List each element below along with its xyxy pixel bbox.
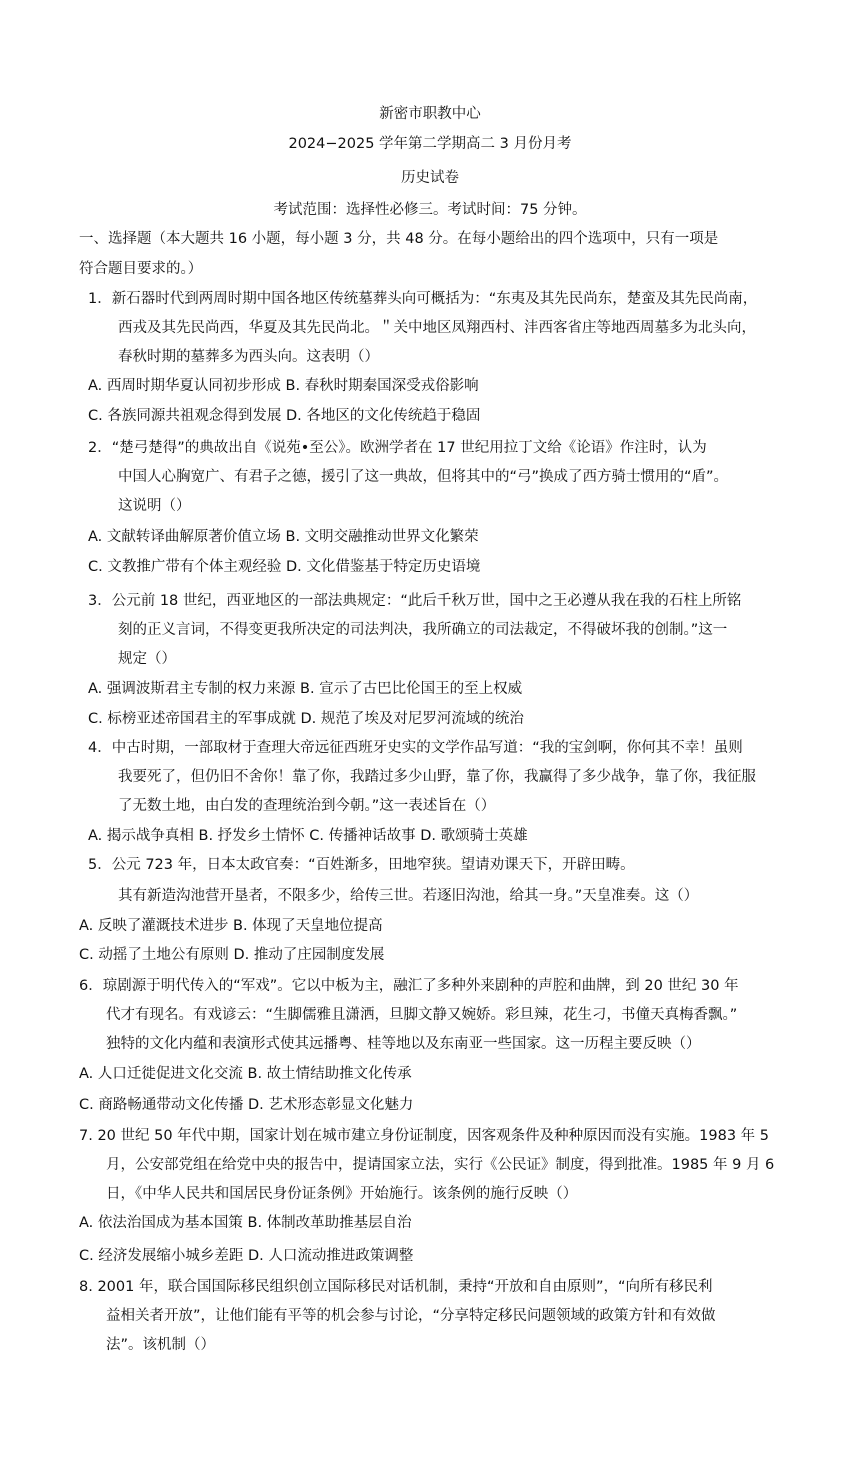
- question-5-options-cd: C. 动摇了土地公有原则 D. 推动了庄园制度发展: [79, 947, 385, 963]
- question-7-line-1: 7. 20 世纪 50 年代中期，国家计划在城市建立身份证制度，因客观条件及种种原因而没有实施。1983 年 5: [79, 1128, 770, 1144]
- question-6-options-cd: C. 商路畅通带动文化传播 D. 艺术形态彰显文化魅力: [79, 1097, 414, 1113]
- question-7-line-2: 月，公安部党组在给党中央的报告中，提请国家立法，实行《公民证》制度，得到批准。1985 年 9 月 6: [106, 1157, 775, 1173]
- question-5-line-1: 5．公元 723 年，日本太政官奏：“百姓渐多，田地窄狭。望请劝课天下，开辟田畴。: [88, 857, 635, 873]
- exam-scope: 考试范围：选择性必修三。考试时间：75 分钟。: [273, 202, 587, 218]
- question-3-line-1: 3．公元前 18 世纪，西亚地区的一部法典规定：“此后千秋万世，国中之王必遵从我在我的石柱上所铭: [88, 593, 742, 609]
- question-3-options-ab: A. 强调波斯君主专制的权力来源 B. 宣示了古巴比伦国王的至上权威: [88, 681, 523, 697]
- question-4-line-1: 4．中古时期，一部取材于查理大帝远征西班牙史实的文学作品写道：“我的宝剑啊，你何其不幸！虽则: [88, 740, 743, 756]
- question-1-options-ab: A. 西周时期华夏认同初步形成 B. 春秋时期秦国深受戎俗影响: [88, 378, 479, 394]
- question-4-line-2: 我要死了，但仍旧不舍你！靠了你，我踏过多少山野，靠了你，我赢得了多少战争，靠了你，我征服: [118, 769, 756, 785]
- question-7-options-ab: A. 依法治国成为基本国策 B. 体制改革助推基层自治: [79, 1215, 412, 1231]
- question-6-line-3: 独特的文化内蕴和表演形式使其远播粤、桂等地以及东南亚一些国家。这一历程主要反映（）: [106, 1036, 701, 1052]
- question-8-line-1: 8. 2001 年，联合国国际移民组织创立国际移民对话机制，秉持“开放和自由原则”，“向所有移民利: [79, 1279, 713, 1295]
- question-8-line-2: 益相关者开放”，让他们能有平等的机会参与讨论，“分享特定移民问题领域的政策方针和有效做: [106, 1308, 716, 1324]
- question-2-line-1: 2．“楚弓楚得”的典故出自《说苑•至公》。欧洲学者在 17 世纪用拉丁文给《论语》作注时，认为: [88, 440, 707, 456]
- question-2-options-ab: A. 文献转译曲解原著价值立场 B. 文明交融推动世界文化繁荣: [88, 529, 479, 545]
- question-1-line-3: 春秋时期的墓葬多为西头向。这表明（）: [118, 349, 379, 365]
- question-3-line-3: 规定（）: [118, 651, 176, 667]
- question-6-line-1: 6．琼剧源于明代传入的“军戏”。它以中板为主，融汇了多种外来剧种的声腔和曲牌，到 20 世纪 30 年: [79, 978, 739, 994]
- school-name: 新密市职教中心: [379, 106, 481, 122]
- question-7-line-3: 日，《中华人民共和国居民身份证条例》开始施行。该条例的施行反映（）: [106, 1186, 578, 1202]
- question-1-line-1: 1．新石器时代到两周时期中国各地区传统墓葬头向可概括为：“东夷及其先民尚东，楚蛮及其先民尚南，: [88, 291, 758, 307]
- question-2-options-cd: C. 文教推广带有个体主观经验 D. 文化借鉴基于特定历史语境: [88, 559, 481, 575]
- paper-subject: 历史试卷: [401, 170, 459, 186]
- question-2-line-3: 这说明（）: [118, 498, 191, 514]
- question-6-options-ab: A. 人口迁徙促进文化交流 B. 故土情结助推文化传承: [79, 1066, 412, 1082]
- question-1-options-cd: C. 各族同源共祖观念得到发展 D. 各地区的文化传统趋于稳固: [88, 408, 481, 424]
- exam-title: 2024−2025 学年第二学期高二 3 月份月考: [288, 136, 572, 152]
- question-1-line-2: 西戎及其先民尚西，华夏及其先民尚北。＂关中地区凤翔西村、沣西客省庄等地西周墓多为北头向，: [118, 320, 756, 336]
- question-7-options-cd: C. 经济发展缩小城乡差距 D. 人口流动推进政策调整: [79, 1248, 414, 1264]
- question-3-line-2: 刻的正义言词，不得变更我所决定的司法判决，我所确立的司法裁定，不得破坏我的创制。”这一: [118, 622, 728, 638]
- question-8-line-3: 法”。该机制（）: [106, 1337, 216, 1353]
- question-5-line-2: 其有新造沟池营开垦者，不限多少，给传三世。若逐旧沟池，给其一身。”天皇准奏。这（）: [118, 888, 699, 904]
- question-6-line-2: 代才有现名。有戏谚云：“生脚儒雅且潇洒，旦脚文静又婉娇。彩旦辣，花生刁，书僮天真梅香飘。”: [106, 1007, 738, 1023]
- section-heading: 一、选择题（本大题共 16 小题，每小题 3 分，共 48 分。在每小题给出的四个选项中，只有一项是: [79, 231, 719, 247]
- question-5-options-ab: A. 反映了灌溉技术进步 B. 体现了天皇地位提高: [79, 918, 383, 934]
- question-4-line-3: 了无数土地，由白发的查理统治到今朝。”这一表述旨在（）: [118, 798, 496, 814]
- question-3-options-cd: C. 标榜亚述帝国君主的军事成就 D. 规范了埃及对尼罗河流域的统治: [88, 711, 524, 727]
- question-4-options: A. 揭示战争真相 B. 抒发乡土情怀 C. 传播神话故事 D. 歌颂骑士英雄: [88, 828, 528, 844]
- question-2-line-2: 中国人心胸宽广、有君子之德，援引了这一典故，但将其中的“弓”换成了西方骑士惯用的“盾”。: [118, 469, 729, 485]
- section-heading-cont: 符合题目要求的。）: [79, 261, 203, 277]
